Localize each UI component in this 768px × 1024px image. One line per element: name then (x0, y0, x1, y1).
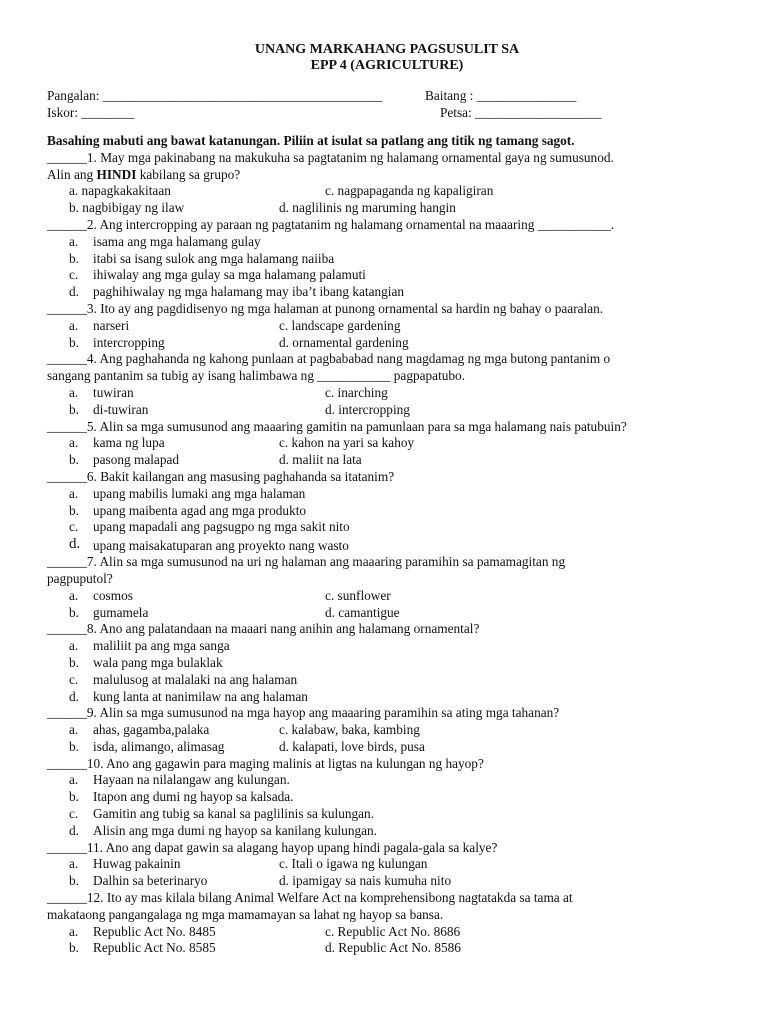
question-1 (47, 150, 727, 217)
option-a: kama ng lupa (93, 435, 165, 451)
option-a: Hayaan na nilalangaw ang kulungan. (93, 772, 290, 788)
option-row (47, 672, 727, 689)
option-a: cosmos (93, 587, 133, 603)
option-d: Alisin ang mga dumi ng hayop sa kanilang kulungan. (93, 822, 377, 838)
option-a: ahas, gagamba,palaka (93, 722, 210, 738)
question-5 (47, 419, 727, 469)
option-row (47, 739, 727, 756)
option-row (47, 519, 727, 536)
option-d: paghihiwalay ng mga halamang may iba’t ibang katangian (93, 284, 405, 300)
option-b: di-tuwiran (93, 401, 149, 417)
option-letter: a. (69, 317, 79, 333)
option-letter: a. (69, 856, 79, 872)
option-letter: b. (69, 789, 79, 805)
option-row (47, 655, 727, 672)
option-row (47, 402, 727, 419)
option-letter: b. (69, 452, 79, 468)
option-letter: b. (69, 654, 79, 670)
exam-page (47, 42, 727, 957)
option-letter: c. (69, 806, 79, 822)
question-11 (47, 840, 727, 890)
option-c: c. sunflower (325, 587, 391, 603)
option-a: tuwiran (93, 384, 134, 400)
option-a: Republic Act No. 8485 (93, 923, 216, 939)
question-text: ______4. Ang paghahanda ng kahong punlaan at pagbababad nang magdamag ng mga butong pantanim o (47, 351, 611, 367)
option-c: c. kahon na yari sa kahoy (279, 435, 415, 451)
option-row (47, 873, 727, 890)
option-letter: a. (69, 233, 79, 249)
question-text: ______3. Ito ay ang pagdidisenyo ng mga halaman at punong ornamental sa hardin ng bahay o paaralan. (47, 300, 604, 316)
option-letter: b. (69, 738, 79, 754)
option-d: d. camantigue (325, 604, 400, 620)
option-a: a. napagkakakitaan (69, 183, 171, 199)
exam-title (47, 42, 727, 74)
option-b: Itapon ang dumi ng hayop sa kalsada. (93, 789, 294, 805)
option-letter: b. (69, 250, 79, 266)
option-letter: b. (69, 873, 79, 889)
student-info (47, 88, 727, 122)
option-d: d. ornamental gardening (279, 334, 409, 350)
option-row (47, 789, 727, 806)
info-row-2 (47, 105, 727, 122)
option-d: kung lanta at nanimilaw na ang halaman (93, 688, 308, 704)
question-text: ______11. Ano ang dapat gawin sa alagang hayop upang hindi pagala-gala sa kalye? (47, 839, 498, 855)
question-text-cont: pagpuputol? (47, 570, 113, 586)
question-text: ______8. Ano ang palatandaan na maaari nang anihin ang halamang ornamental? (47, 621, 480, 637)
question-3 (47, 301, 727, 351)
option-c: c. kalabaw, baka, kambing (279, 722, 420, 738)
option-a: upang mabilis lumaki ang mga halaman (93, 485, 306, 501)
option-row (47, 183, 727, 200)
option-row (47, 452, 727, 469)
option-d: d. ipamigay sa nais kumuha nito (279, 873, 452, 889)
option-b: wala pang mga bulaklak (93, 654, 223, 670)
pangalan-field: Pangalan: __________________________________________ (47, 88, 382, 103)
option-letter: a. (69, 384, 79, 400)
option-row (47, 385, 727, 402)
question-6 (47, 469, 727, 554)
option-row (47, 503, 727, 520)
option-row (47, 605, 727, 622)
option-d: d. maliit na lata (279, 452, 362, 468)
option-letter: a. (69, 923, 79, 939)
option-letter: b. (69, 334, 79, 350)
question-text: ______9. Alin sa mga sumusunod na mga hayop ang maaaring paramihin sa ating mga tahanan? (47, 705, 560, 721)
option-a: maliliit pa ang mga sanga (93, 638, 230, 654)
option-row (47, 940, 727, 957)
question-7 (47, 554, 727, 621)
question-text: ______2. Ang intercropping ay paraan ng pagtatanim ng halamang ornamental na maaaring ___________. (47, 216, 615, 232)
option-b: intercropping (93, 334, 165, 350)
question-text: ______1. May mga pakinabang na makukuha sa pagtatanim ng halamang ornamental gaya ng sumusunod. (47, 149, 614, 165)
question-text: ______10. Ano ang gagawin para maging malinis at ligtas na kulungan ng hayop? (47, 755, 484, 771)
option-c: c. landscape gardening (279, 317, 401, 333)
question-text: ______6. Bakit kailangan ang masusing paghahanda sa itatanim? (47, 468, 395, 484)
option-c: c. Itali o igawa ng kulungan (279, 856, 428, 872)
question-10 (47, 756, 727, 840)
question-text-cont: makataong pangangalaga ng mga mamamayan sa lahat ng hayop sa bansa. (47, 906, 444, 922)
option-c: c. Republic Act No. 8686 (325, 923, 461, 939)
option-letter: c. (69, 671, 79, 687)
question-text-part: kabilang sa grupo? (136, 166, 241, 182)
baitang-field: Baitang : _______________ (425, 88, 577, 103)
option-row (47, 251, 727, 268)
question-text: ______7. Alin sa mga sumusunod na uri ng halaman ang maaaring paramihin sa pamamagitan ng (47, 554, 566, 570)
option-row (47, 806, 727, 823)
option-c: Gamitin ang tubig sa kanal sa paglilinis sa kulungan. (93, 806, 375, 822)
option-b: Dalhin sa beterinaryo (93, 873, 208, 889)
option-row (47, 335, 727, 352)
option-b: isda, alimango, alimasag (93, 738, 225, 754)
option-letter: a. (69, 722, 79, 738)
option-b: upang maibenta agad ang mga produkto (93, 502, 307, 518)
option-letter: b. (69, 940, 79, 956)
question-4 (47, 351, 727, 418)
option-letter: a. (69, 772, 79, 788)
question-text-part: Alin ang (47, 166, 97, 182)
option-letter: b. (69, 502, 79, 518)
option-d: d. Republic Act No. 8586 (325, 940, 461, 956)
option-letter: d. (69, 822, 79, 838)
option-b: gumamela (93, 604, 149, 620)
option-d: d. naglilinis ng maruming hangin (279, 200, 456, 216)
info-row-1 (47, 88, 727, 105)
option-row (47, 486, 727, 503)
option-letter: a. (69, 485, 79, 501)
option-c: c. nagpapaganda ng kapaligiran (325, 183, 494, 199)
option-letter: a. (69, 435, 79, 451)
option-letter: d. (69, 536, 81, 553)
option-c: malulusog at malalaki na ang halaman (93, 671, 298, 687)
option-row (47, 924, 727, 941)
question-text: ______12. Ito ay mas kilala bilang Animal Welfare Act na komprehensibong nagtatakda sa tama at (47, 890, 573, 906)
option-row (47, 823, 727, 840)
option-letter: a. (69, 638, 79, 654)
option-letter: c. (69, 267, 79, 283)
question-text-cont: sangang pantanim sa tubig ay isang halimbawa ng ___________ pagpapatubo. (47, 368, 466, 384)
emphasis-text: HINDI (96, 166, 137, 182)
option-row (47, 772, 727, 789)
question-text-cont (47, 167, 727, 184)
instructions: Basahing mabuti ang bawat katanungan. Piliin at isulat sa patlang ang titik ng tamang sagot. (47, 133, 575, 148)
option-d: upang maisakatuparan ang proyekto nang wasto (93, 538, 349, 554)
option-letter: c. (69, 519, 79, 535)
option-row (47, 638, 727, 655)
option-letter: d. (69, 284, 79, 300)
petsa-field: Petsa: ___________________ (440, 105, 602, 120)
title-line-1: UNANG MARKAHANG PAGSUSULIT SA (254, 42, 520, 57)
option-d: d. kalapati, love birds, pusa (279, 738, 425, 754)
option-c: upang mapadali ang pagsugpo ng mga sakit nito (93, 519, 350, 535)
question-2 (47, 217, 727, 301)
option-row (47, 284, 727, 301)
option-row (47, 435, 727, 452)
option-c: ihiwalay ang mga gulay sa mga halamang palamuti (93, 267, 366, 283)
question-text: ______5. Alin sa mga sumusunod ang maaaring gamitin na pamunlaan para sa mga halamang nais patubuin? (47, 418, 627, 434)
option-a: Huwag pakainin (93, 856, 181, 872)
option-row (47, 234, 727, 251)
question-9 (47, 705, 727, 755)
option-letter: b. (69, 401, 79, 417)
option-letter: a. (69, 587, 79, 603)
option-letter: b. (69, 604, 79, 620)
option-b: b. nagbibigay ng ilaw (69, 200, 185, 216)
option-a: isama ang mga halamang gulay (93, 233, 261, 249)
option-row (47, 689, 727, 706)
option-row (47, 318, 727, 335)
option-b: itabi sa isang sulok ang mga halamang naiiba (93, 250, 335, 266)
option-row (47, 536, 727, 554)
option-a: narseri (93, 317, 130, 333)
title-line-2: EPP 4 (AGRICULTURE) (310, 58, 464, 73)
option-row (47, 200, 727, 217)
option-letter: d. (69, 688, 79, 704)
question-8 (47, 621, 727, 705)
option-c: c. inarching (325, 384, 388, 400)
iskor-field: Iskor: ________ (47, 105, 135, 120)
option-b: Republic Act No. 8585 (93, 940, 216, 956)
question-12 (47, 890, 727, 957)
option-row (47, 588, 727, 605)
option-b: pasong malapad (93, 452, 180, 468)
option-row (47, 722, 727, 739)
option-row (47, 856, 727, 873)
option-d: d. intercropping (325, 401, 410, 417)
option-row (47, 267, 727, 284)
